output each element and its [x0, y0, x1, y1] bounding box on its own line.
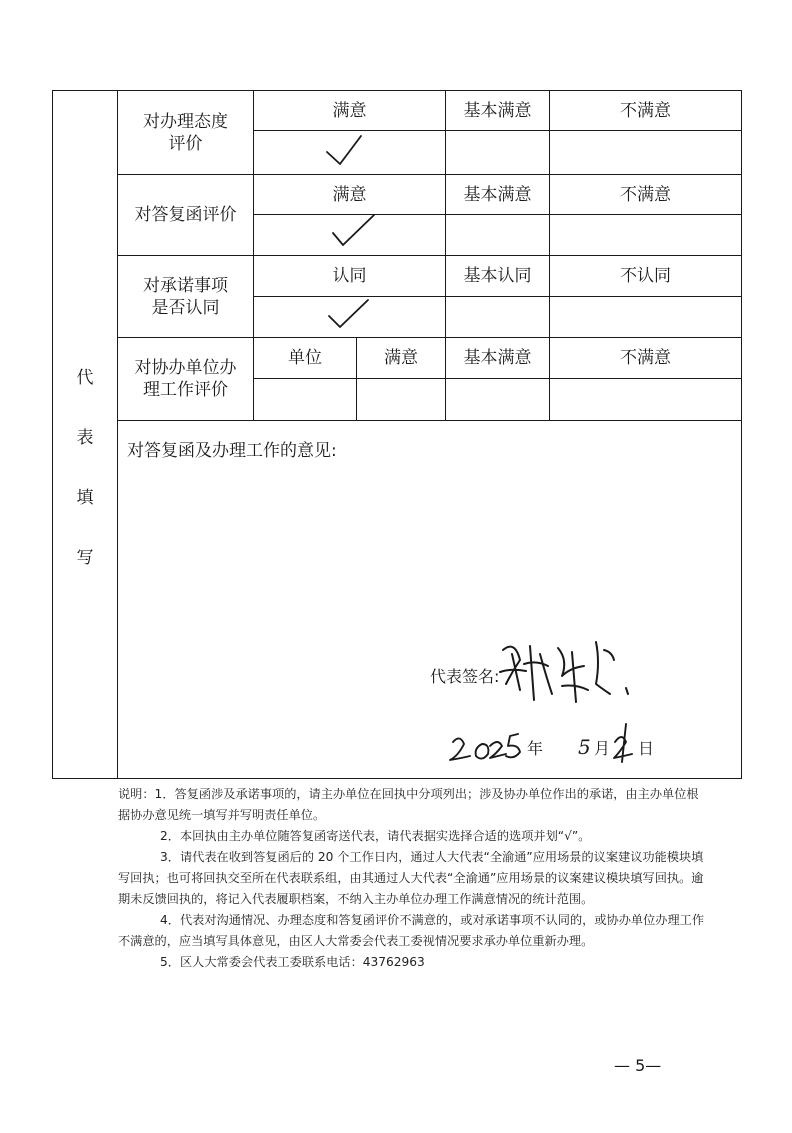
side-label-char: 代	[76, 368, 94, 388]
note-item: 5．区人大常委会代表工委联系电话：43762963	[160, 955, 425, 969]
reply-label: 对答复函评价	[134, 205, 237, 225]
attitude-option-satisfied: 满意	[332, 100, 367, 121]
handwritten-signature	[500, 642, 628, 702]
side-label-char: 填	[76, 488, 94, 508]
check-mark-icon	[333, 215, 374, 245]
attitude-option-unsatisfied: 不满意	[620, 100, 671, 121]
note-item: 说明：1．答复函涉及承诺事项的，请主办单位在回执中分项列出；涉及协办单位作出的承诺，由主办单位根据协办意见统一填写并写明责任单位。	[118, 787, 699, 822]
co-unit-option-satisfied: 满意	[384, 348, 418, 368]
co-unit-option-basic: 基本满意	[463, 348, 532, 368]
page-number: — 5—	[614, 1056, 662, 1075]
date-day-suffix: 日	[638, 739, 655, 758]
note-item: 3．请代表在收到答复函后的 20 个工作日内，通过人大代表“全渝通”应用场景的议案建议功能模块填写回执；也可将回执交至所在代表联系组，由其通过人大代表“全渝通”应用场景的议案建议模块填写回执。逾期未反馈回执的，将记入代表履职档案，不纳入主办单位办理工作满意情况的统计范围。	[118, 850, 704, 906]
reply-option-satisfied: 满意	[332, 184, 367, 205]
co-unit-option-unsatisfied: 不满意	[620, 348, 671, 368]
note-item: 2．本回执由主办单位随答复函寄送代表，请代表据实选择合适的选项并划“√”。	[160, 829, 591, 843]
date-month: 5	[578, 735, 591, 759]
commitment-option-basic: 基本认同	[463, 266, 532, 286]
check-mark-icon	[327, 136, 361, 164]
reply-option-basic: 基本满意	[463, 184, 532, 205]
note-item: 4．代表对沟通情况、办理态度和答复函评价不满意的，或对承诺事项不认同的，或协办单位办理工作不满意的，应当填写具体意见，由区人大常委会代表工委视情况要求承办单位重新办理。	[118, 913, 705, 948]
check-mark-icon	[329, 300, 368, 327]
commitment-option-disagree: 不认同	[620, 266, 671, 286]
commitment-option-agree: 认同	[332, 266, 367, 286]
reply-option-unsatisfied: 不满意	[620, 184, 671, 205]
side-label-char: 表	[76, 428, 94, 448]
opinion-label: 对答复函及办理工作的意见:	[127, 441, 337, 461]
co-unit-label: 对协办单位办 理工作评价	[134, 358, 237, 400]
co-unit-unit-header: 单位	[288, 348, 322, 368]
side-label-char: 写	[76, 548, 94, 568]
attitude-label: 对办理态度 评价	[143, 111, 228, 154]
handwritten-year	[450, 734, 520, 760]
commitment-label: 对承诺事项 是否认同	[143, 275, 228, 318]
signature-label: 代表签名:	[430, 667, 500, 686]
handwritten-day	[614, 724, 632, 762]
date-month-suffix: 月	[594, 739, 611, 758]
date-year-suffix: 年	[527, 739, 544, 758]
notes-section	[118, 784, 708, 973]
attitude-option-basic: 基本满意	[463, 100, 532, 121]
